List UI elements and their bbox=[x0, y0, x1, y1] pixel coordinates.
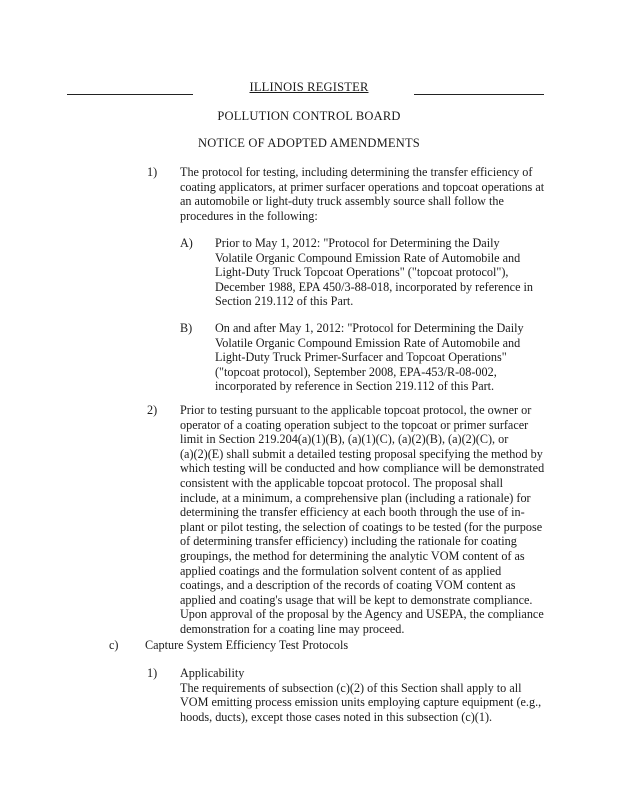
register-title: ILLINOIS REGISTER bbox=[249, 80, 369, 94]
item-c1-label: 1) bbox=[147, 666, 158, 680]
item-c-label: c) bbox=[109, 638, 119, 652]
item-2-label: 2) bbox=[147, 403, 158, 417]
item-c1-text: Applicability The requirements of subsection (c)(2) of this Section shall apply to all VOM emitting process emission units employing capture equipment (e.g., hoods, ducts), except those cases noted in this subsection (c)(1). bbox=[180, 666, 542, 724]
item-2-text: Prior to testing pursuant to the applicable topcoat protocol, the owner or operator of a coating operation subject to the topcoat or primer surfacer limit in Section 219.204(a)(1)(B), (a)(1)(C), (a)(2)(B), (a)(2)(C), or (a)(2)(E) shall submit a detailed testing proposal specifying the method by which testing will be conducted and how compliance will be demonstrated consistent with the applicable topcoat protocol. The proposal shall include, at a minimum, a comprehensive plan (including a rationale) for determining the transfer efficiency at each booth through the use of in- plant or pilot testing, the selection of coatings to be tested (for the purpose of determining transfer efficiency) including the rationale for coating groupings, the method for determining the analytic VOM content of as applied coatings and the formulation solvent content of as applied coatings, and a description of the records of coating VOM content as applied and coating's usage that will be kept to demonstrate compliance. Upon approval of the proposal by the Agency and USEPA, the compliance demonstration for a coating line may proceed. bbox=[180, 403, 545, 636]
item-b-label: B) bbox=[180, 321, 193, 335]
item-b-text: On and after May 1, 2012: "Protocol for Determining the Daily Volatile Organic Compound Emission Rate of Automobile and Light-Duty Truck Primer-Surfacer and Topcoat Operations" ("topcoat protocol), September 2008, EPA-453/R-08-002, incorporated by reference in Section 219.112 of this Part. bbox=[215, 321, 524, 394]
notice-title: NOTICE OF ADOPTED AMENDMENTS bbox=[198, 136, 420, 150]
item-a-text: Prior to May 1, 2012: "Protocol for Determining the Daily Volatile Organic Compound Emission Rate of Automobile and Light-Duty Truck Topcoat Operations" ("topcoat protocol"), December 1988, EPA 450/3-88-018, incorporated by reference in Section 219.112 of this Part. bbox=[215, 236, 534, 309]
item-a-label: A) bbox=[180, 236, 193, 250]
item-1-text: The protocol for testing, including determining the transfer efficiency of coating applicators, at primer surfacer operations and topcoat operations at an automobile or light-duty truck assembly source shall follow the procedures in the following: bbox=[180, 165, 545, 223]
item-c-text: Capture System Efficiency Test Protocols bbox=[145, 638, 349, 652]
header-rule-right bbox=[414, 94, 544, 95]
agency-title: POLLUTION CONTROL BOARD bbox=[217, 109, 401, 123]
item-1-label: 1) bbox=[147, 165, 158, 179]
